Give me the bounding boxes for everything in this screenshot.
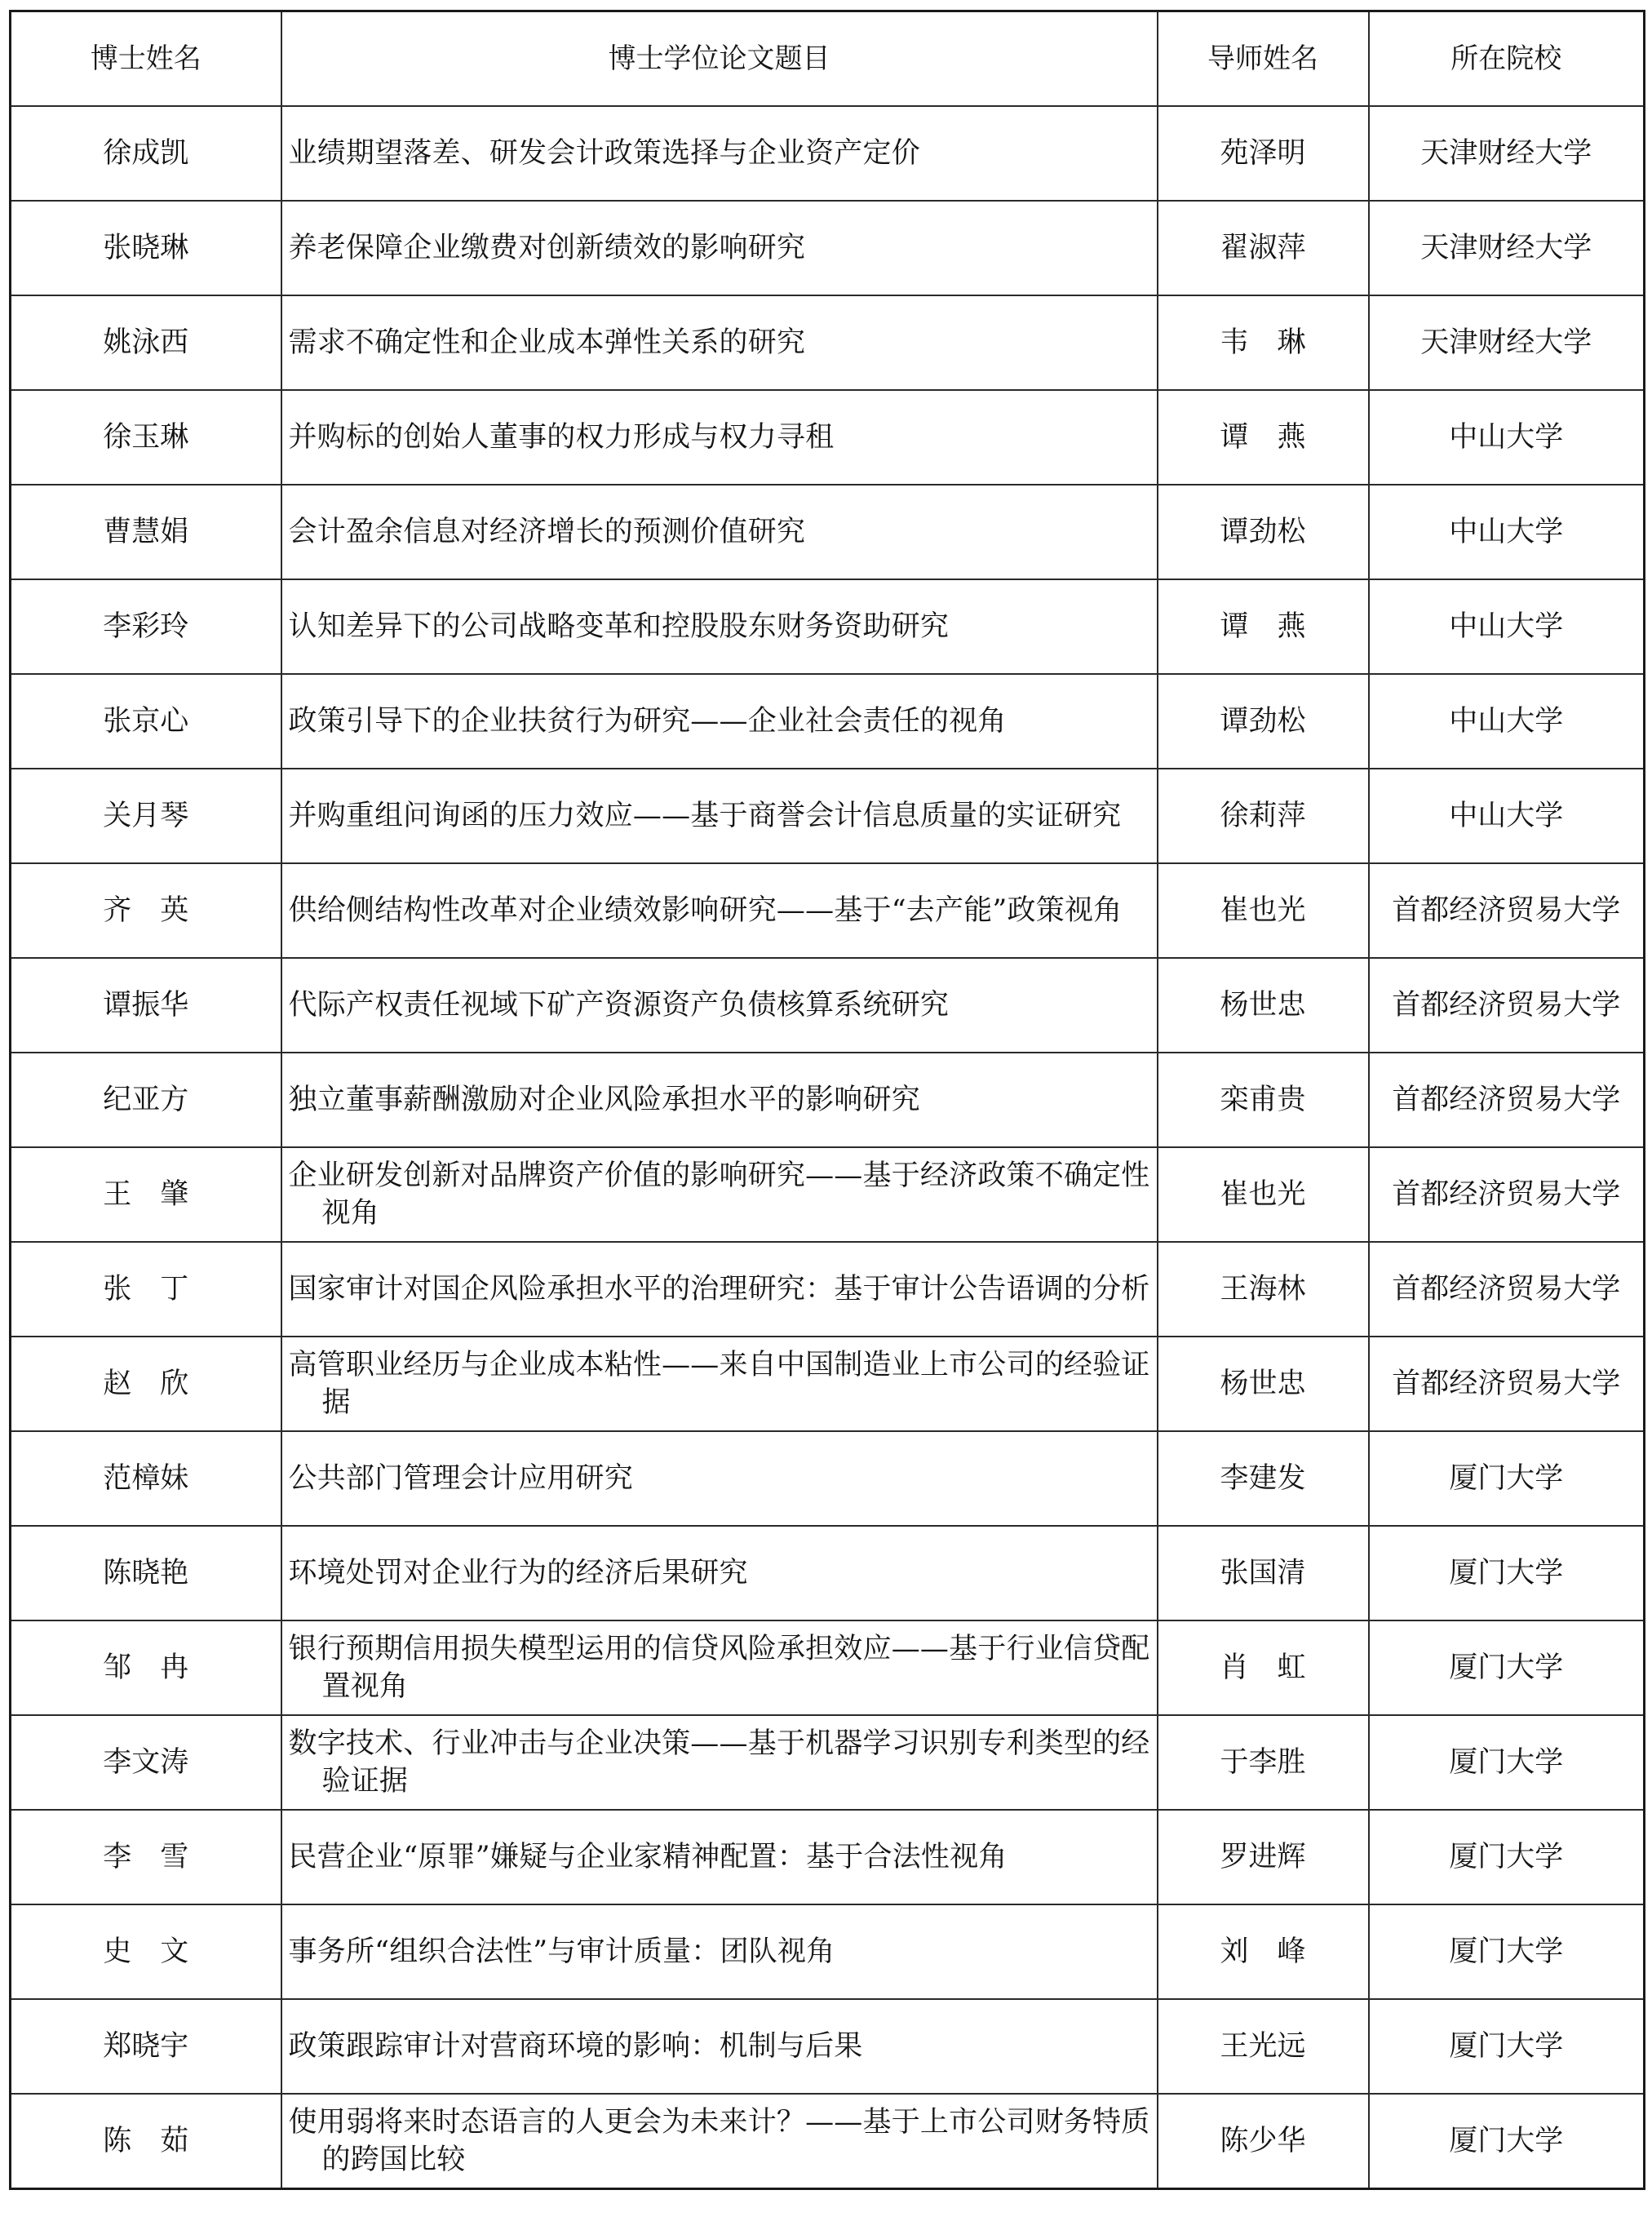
cell-advisor: 陈少华 — [1158, 2094, 1369, 2189]
cell-advisor: 杨世忠 — [1158, 1337, 1369, 1431]
table-row — [11, 1526, 1645, 1620]
cell-name: 陈晓艳 — [11, 1526, 281, 1620]
title-text: 企业研发创新对品牌资产价值的影响研究——基于经济政策不确定性视角 — [288, 1159, 1150, 1230]
table-row — [11, 1147, 1645, 1242]
cell-name: 邹 冉 — [11, 1620, 281, 1715]
cell-advisor: 张国清 — [1158, 1526, 1369, 1620]
header-advisor: 导师姓名 — [1158, 11, 1369, 107]
cell-title — [281, 579, 1158, 674]
cell-advisor: 崔也光 — [1158, 863, 1369, 958]
cell-advisor: 谭 燕 — [1158, 579, 1369, 674]
cell-school: 首都经济贸易大学 — [1369, 1147, 1645, 1242]
cell-name: 姚泳西 — [11, 295, 281, 390]
cell-title — [281, 1620, 1158, 1715]
table-row — [11, 1431, 1645, 1526]
cell-title — [281, 1904, 1158, 1999]
cell-advisor: 苑泽明 — [1158, 106, 1369, 201]
cell-school: 厦门大学 — [1369, 1526, 1645, 1620]
table-row — [11, 863, 1645, 958]
cell-title — [281, 674, 1158, 769]
cell-school: 天津财经大学 — [1369, 201, 1645, 295]
cell-name: 张 丁 — [11, 1242, 281, 1337]
dissertation-table-container — [9, 10, 1643, 2190]
cell-title — [281, 106, 1158, 201]
cell-name: 徐成凯 — [11, 106, 281, 201]
table-row — [11, 674, 1645, 769]
cell-advisor: 王海林 — [1158, 1242, 1369, 1337]
table-row — [11, 2094, 1645, 2189]
cell-name: 郑晓宇 — [11, 1999, 281, 2094]
table-row — [11, 1620, 1645, 1715]
cell-school: 中山大学 — [1369, 769, 1645, 863]
table-header-row — [11, 11, 1645, 107]
cell-advisor: 翟淑萍 — [1158, 201, 1369, 295]
cell-advisor: 李建发 — [1158, 1431, 1369, 1526]
cell-advisor: 徐莉萍 — [1158, 769, 1369, 863]
cell-title — [281, 1337, 1158, 1431]
cell-name: 范樟妹 — [11, 1431, 281, 1526]
cell-name: 赵 欣 — [11, 1337, 281, 1431]
cell-advisor: 谭 燕 — [1158, 390, 1369, 485]
table-row — [11, 1337, 1645, 1431]
title-text: 公共部门管理会计应用研究 — [288, 1462, 633, 1495]
cell-name: 陈 茹 — [11, 2094, 281, 2189]
cell-name: 王 肇 — [11, 1147, 281, 1242]
cell-name: 齐 英 — [11, 863, 281, 958]
title-text: 业绩期望落差、研发会计政策选择与企业资产定价 — [288, 137, 920, 170]
cell-name: 关月琴 — [11, 769, 281, 863]
cell-title — [281, 958, 1158, 1053]
cell-school: 厦门大学 — [1369, 1810, 1645, 1904]
title-text: 并购重组问询函的压力效应——基于商誉会计信息质量的实证研究 — [288, 800, 1122, 832]
table-row — [11, 1810, 1645, 1904]
title-text: 使用弱将来时态语言的人更会为未来计？——基于上市公司财务特质的跨国比较 — [288, 2106, 1150, 2176]
cell-advisor: 于李胜 — [1158, 1715, 1369, 1810]
title-text: 并购标的创始人董事的权力形成与权力寻租 — [288, 421, 835, 454]
title-text: 养老保障企业缴费对创新绩效的影响研究 — [288, 232, 806, 264]
table-row — [11, 201, 1645, 295]
cell-advisor: 崔也光 — [1158, 1147, 1369, 1242]
title-text: 独立董事薪酬激励对企业风险承担水平的影响研究 — [288, 1084, 920, 1116]
title-text: 数字技术、行业冲击与企业决策——基于机器学习识别专利类型的经验证据 — [288, 1727, 1150, 1798]
table-row — [11, 485, 1645, 579]
cell-advisor: 韦 琳 — [1158, 295, 1369, 390]
title-text: 政策引导下的企业扶贫行为研究——企业社会责任的视角 — [288, 705, 1007, 738]
cell-school: 厦门大学 — [1369, 1999, 1645, 2094]
title-text: 环境处罚对企业行为的经济后果研究 — [288, 1557, 748, 1589]
table-row — [11, 769, 1645, 863]
cell-name: 纪亚方 — [11, 1053, 281, 1147]
cell-school: 首都经济贸易大学 — [1369, 958, 1645, 1053]
cell-title — [281, 1053, 1158, 1147]
cell-title — [281, 1715, 1158, 1810]
cell-advisor: 杨世忠 — [1158, 958, 1369, 1053]
cell-school: 天津财经大学 — [1369, 106, 1645, 201]
cell-school: 厦门大学 — [1369, 1431, 1645, 1526]
cell-school: 首都经济贸易大学 — [1369, 863, 1645, 958]
header-title: 博士学位论文题目 — [281, 11, 1158, 107]
title-text: 会计盈余信息对经济增长的预测价值研究 — [288, 516, 806, 548]
cell-school: 中山大学 — [1369, 674, 1645, 769]
cell-name: 张京心 — [11, 674, 281, 769]
cell-name: 徐玉琳 — [11, 390, 281, 485]
cell-school: 首都经济贸易大学 — [1369, 1242, 1645, 1337]
cell-school: 中山大学 — [1369, 390, 1645, 485]
header-name: 博士姓名 — [11, 11, 281, 107]
table-row — [11, 579, 1645, 674]
table-row — [11, 1242, 1645, 1337]
cell-title — [281, 2094, 1158, 2189]
title-text: 事务所“组织合法性”与审计质量：团队视角 — [288, 1935, 835, 1968]
table-row — [11, 295, 1645, 390]
title-text: 政策跟踪审计对营商环境的影响：机制与后果 — [288, 2030, 863, 2063]
cell-title — [281, 1526, 1158, 1620]
cell-advisor: 肖 虹 — [1158, 1620, 1369, 1715]
cell-school: 中山大学 — [1369, 579, 1645, 674]
cell-title — [281, 295, 1158, 390]
cell-school: 天津财经大学 — [1369, 295, 1645, 390]
title-text: 民营企业“原罪”嫌疑与企业家精神配置：基于合法性视角 — [288, 1841, 1008, 1873]
dissertation-table — [9, 10, 1645, 2190]
cell-name: 李 雪 — [11, 1810, 281, 1904]
table-row — [11, 958, 1645, 1053]
cell-name: 史 文 — [11, 1904, 281, 1999]
cell-school: 厦门大学 — [1369, 2094, 1645, 2189]
table-row — [11, 1999, 1645, 2094]
cell-title — [281, 769, 1158, 863]
title-text: 银行预期信用损失模型运用的信贷风险承担效应——基于行业信贷配置视角 — [288, 1633, 1150, 1703]
header-school: 所在院校 — [1369, 11, 1645, 107]
cell-title — [281, 1999, 1158, 2094]
title-text: 供给侧结构性改革对企业绩效影响研究——基于“去产能”政策视角 — [288, 894, 1123, 927]
cell-name: 张晓琳 — [11, 201, 281, 295]
title-text: 需求不确定性和企业成本弹性关系的研究 — [288, 326, 806, 359]
cell-name: 李文涛 — [11, 1715, 281, 1810]
cell-title — [281, 863, 1158, 958]
cell-advisor: 谭劲松 — [1158, 674, 1369, 769]
title-text: 认知差异下的公司战略变革和控股股东财务资助研究 — [288, 610, 950, 643]
cell-advisor: 栾甫贵 — [1158, 1053, 1369, 1147]
cell-school: 厦门大学 — [1369, 1620, 1645, 1715]
cell-title — [281, 1242, 1158, 1337]
cell-advisor: 罗进辉 — [1158, 1810, 1369, 1904]
cell-title — [281, 390, 1158, 485]
table-row — [11, 1715, 1645, 1810]
cell-title — [281, 1431, 1158, 1526]
title-text: 高管职业经历与企业成本粘性——来自中国制造业上市公司的经验证据 — [288, 1349, 1150, 1419]
cell-title — [281, 1147, 1158, 1242]
cell-school: 中山大学 — [1369, 485, 1645, 579]
cell-school: 首都经济贸易大学 — [1369, 1053, 1645, 1147]
title-text: 国家审计对国企风险承担水平的治理研究：基于审计公告语调的分析 — [288, 1273, 1150, 1306]
table-row — [11, 1904, 1645, 1999]
cell-name: 谭振华 — [11, 958, 281, 1053]
table-row — [11, 106, 1645, 201]
cell-school: 厦门大学 — [1369, 1715, 1645, 1810]
cell-title — [281, 201, 1158, 295]
table-row — [11, 1053, 1645, 1147]
cell-name: 李彩玲 — [11, 579, 281, 674]
cell-title — [281, 485, 1158, 579]
cell-school: 厦门大学 — [1369, 1904, 1645, 1999]
cell-title — [281, 1810, 1158, 1904]
cell-school: 首都经济贸易大学 — [1369, 1337, 1645, 1431]
cell-advisor: 刘 峰 — [1158, 1904, 1369, 1999]
cell-name: 曹慧娟 — [11, 485, 281, 579]
cell-advisor: 王光远 — [1158, 1999, 1369, 2094]
cell-advisor: 谭劲松 — [1158, 485, 1369, 579]
table-row — [11, 390, 1645, 485]
title-text: 代际产权责任视域下矿产资源资产负债核算系统研究 — [288, 989, 950, 1022]
